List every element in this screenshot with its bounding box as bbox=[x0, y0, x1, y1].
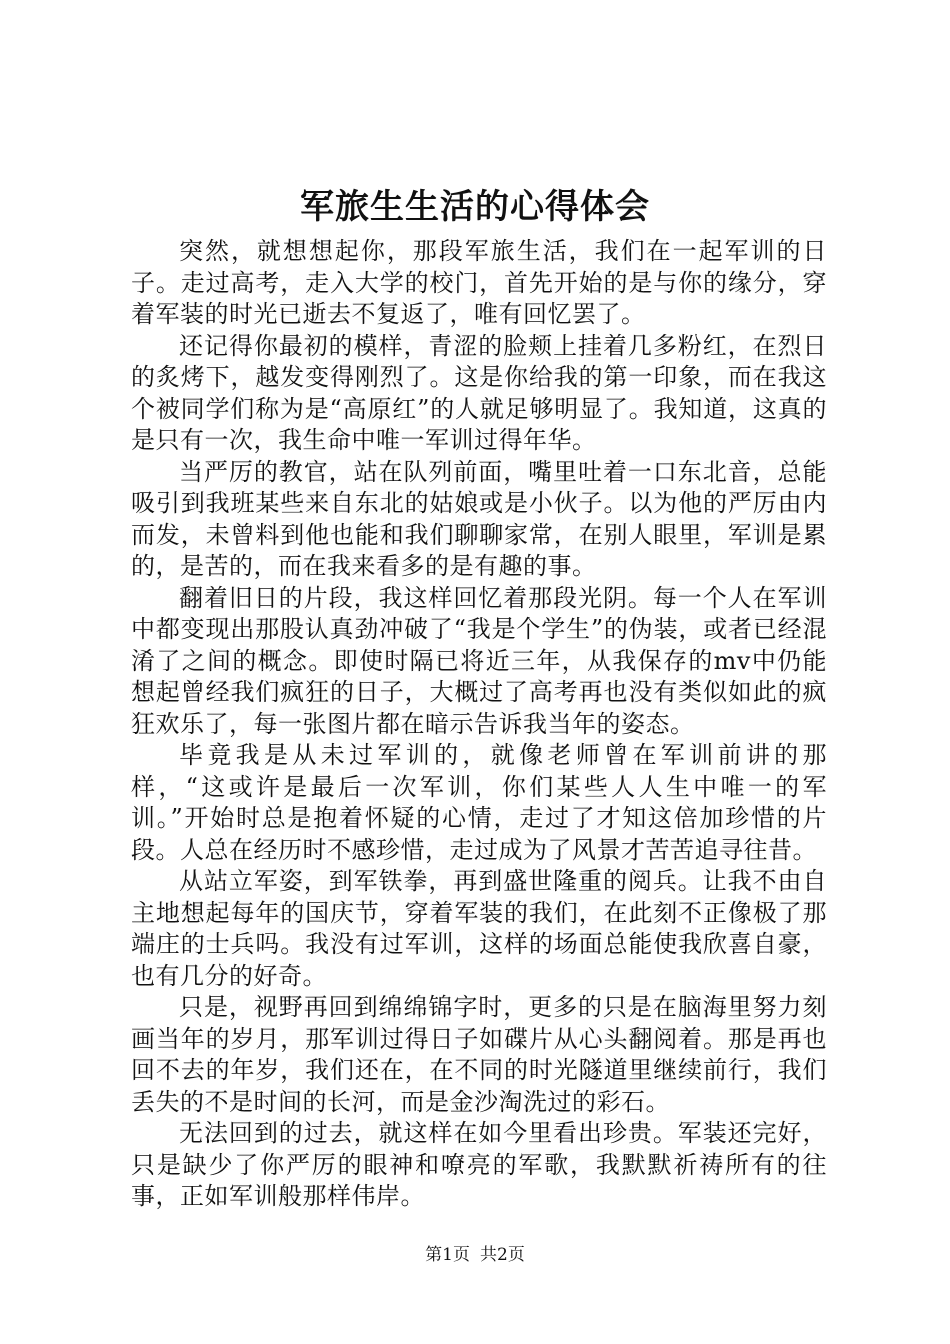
paragraph: 还记得你最初的模样，青涩的脸颊上挂着几多粉红，在烈日的炙烤下，越发变得刚烈了。这是你给我的第一印象，而在我这个被同学们称为是“高原红”的人就足够明显了。我知道，这真的是只有一次，我生命中唯一军训过得年华。 bbox=[131, 331, 827, 454]
page-footer bbox=[0, 1244, 950, 1266]
paragraph: 突然，就想想起你，那段军旅生活，我们在一起军训的日子。走过高考，走入大学的校门，首先开始的是与你的缘分，穿着军装的时光已逝去不复返了，唯有回忆罢了。 bbox=[131, 237, 827, 328]
paragraph: 从站立军姿，到军铁拳，再到盛世隆重的阅兵。让我不由自主地想起每年的国庆节，穿着军装的我们，在此刻不正像极了那端庄的士兵吗。我没有过军训，这样的场面总能使我欣喜自豪，也有几分的好奇。 bbox=[131, 867, 827, 990]
paragraph: 翻着旧日的片段，我这样回忆着那段光阴。每一个人在军训中都变现出那股认真劲冲破了“我是个学生”的伪装，或者已经混淆了之间的概念。即使时隔已将近三年，从我保存的mv中仍能想起曾经我们疯狂的日子，大概过了高考再也没有类似如此的疯狂欢乐了，每一张图片都在暗示告诉我当年的姿态。 bbox=[131, 583, 827, 738]
page-number: 第1页 bbox=[425, 1245, 470, 1265]
paragraph: 毕竟我是从未过军训的，就像老师曾在军训前讲的那样，“这或许是最后一次军训，你们某些人人生中唯一的军训。”开始时总是抱着怀疑的心情，走过了才知这倍加珍惜的片段。人总在经历时不感珍惜，走过成为了风景才苦苦追寻往昔。 bbox=[131, 741, 827, 864]
page-total: 共2页 bbox=[480, 1245, 525, 1265]
document-body bbox=[131, 236, 827, 1213]
paragraph: 无法回到的过去，就这样在如今里看出珍贵。军装还完好，只是缺少了你严厉的眼神和嘹亮的军歌，我默默祈祷所有的往事，正如军训般那样伟岸。 bbox=[131, 1119, 827, 1210]
document-title: 军旅生生活的心得体会 bbox=[300, 187, 650, 227]
paragraph: 当严厉的教官，站在队列前面，嘴里吐着一口东北音，总能吸引到我班某些来自东北的姑娘或是小伙子。以为他的严厉由内而发，未曾料到他也能和我们聊聊家常，在别人眼里，军训是累的，是苦的，而在我来看多的是有趣的事。 bbox=[131, 457, 827, 580]
paragraph: 只是，视野再回到绵绵锦字时，更多的只是在脑海里努力刻画当年的岁月，那军训过得日子如碟片从心头翻阅着。那是再也回不去的年岁，我们还在，在不同的时光隧道里继续前行，我们丢失的不是时间的长河，而是金沙淘洗过的彩石。 bbox=[131, 993, 827, 1116]
